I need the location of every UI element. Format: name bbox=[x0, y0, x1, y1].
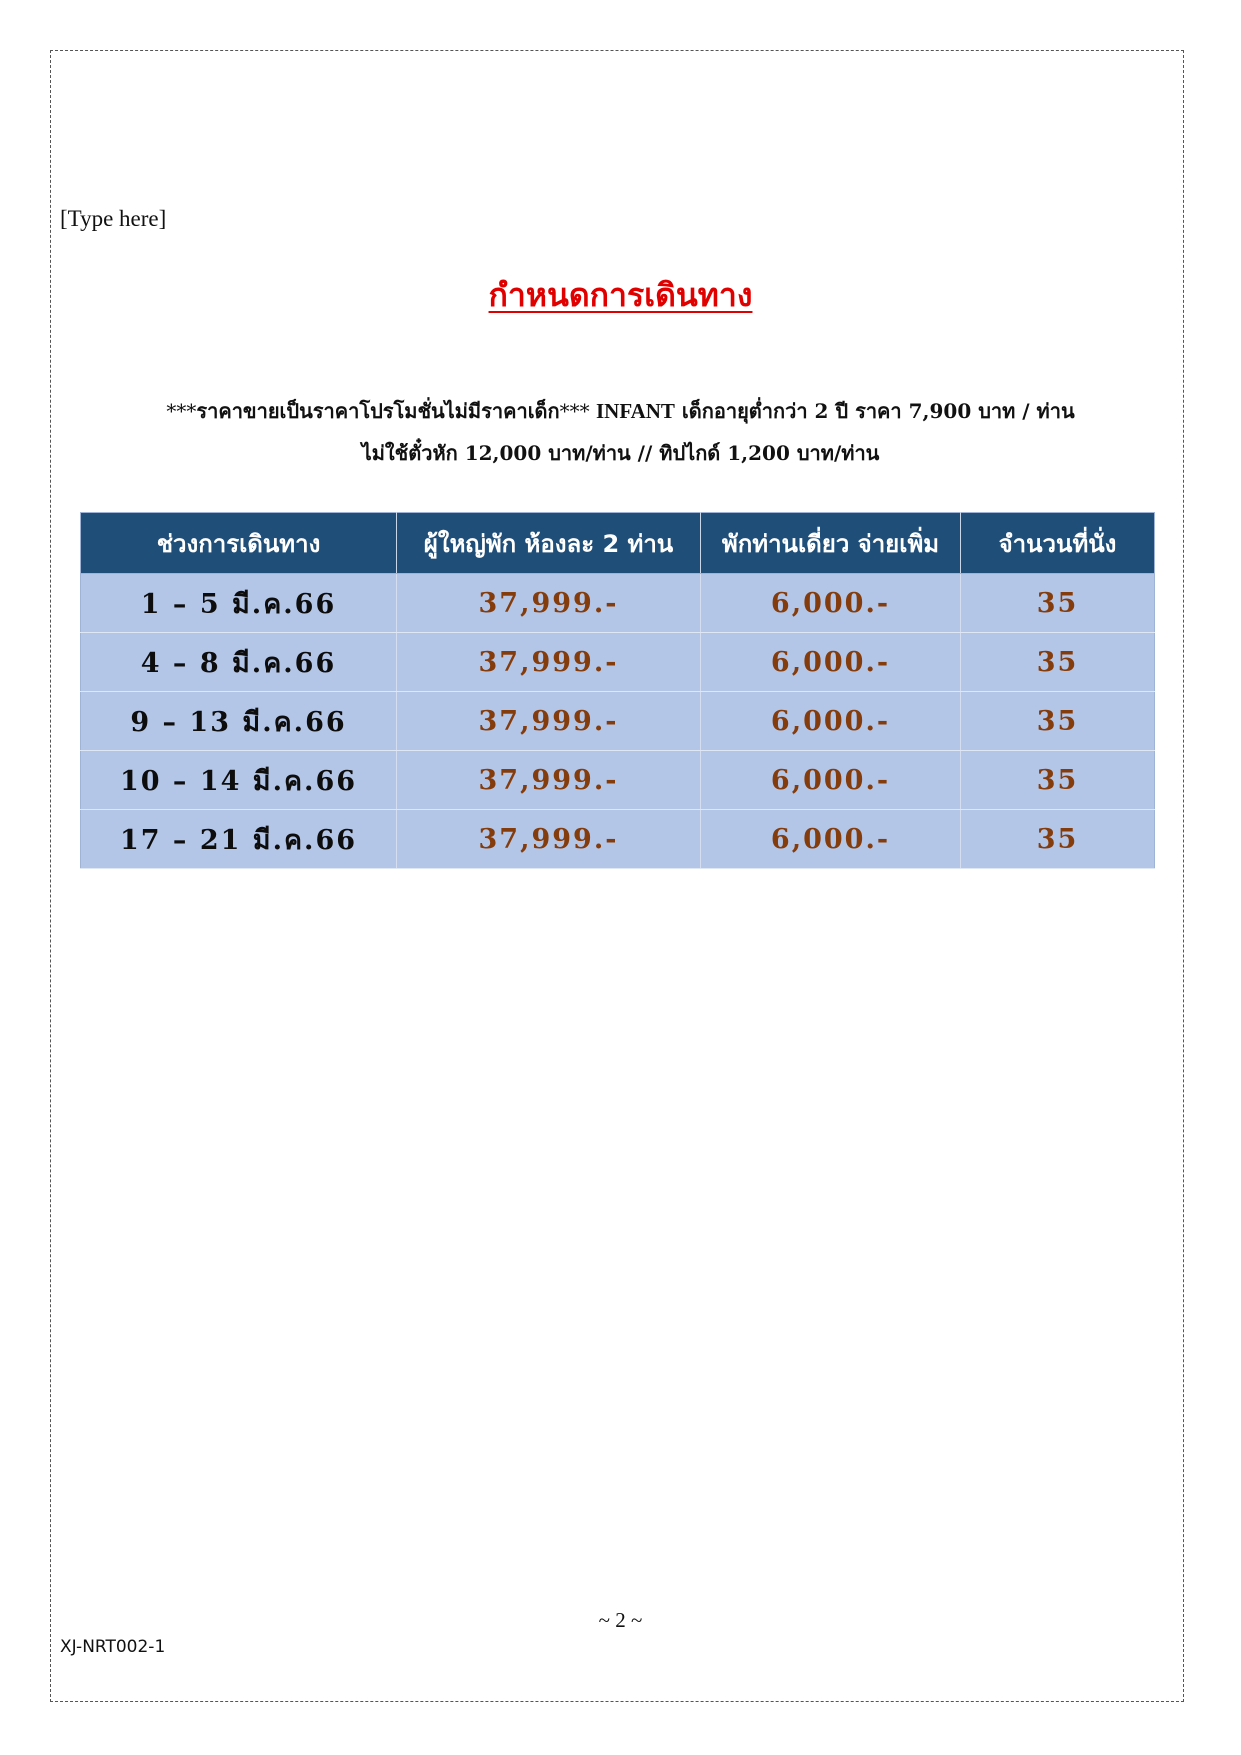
seats-cell: 35 bbox=[961, 810, 1155, 869]
header-seats: จำนวนที่นั่ง bbox=[961, 513, 1155, 574]
period-cell: 17 – 21 มี.ค.66 bbox=[81, 810, 397, 869]
table-row bbox=[81, 633, 1155, 692]
period-cell: 9 – 13 มี.ค.66 bbox=[81, 692, 397, 751]
single-supplement-cell: 6,000.- bbox=[701, 751, 961, 810]
adult-price-cell: 37,999.- bbox=[397, 692, 701, 751]
table-header-row bbox=[81, 513, 1155, 574]
period-cell: 4 – 8 มี.ค.66 bbox=[81, 633, 397, 692]
table-row bbox=[81, 692, 1155, 751]
adult-price-cell: 37,999.- bbox=[397, 633, 701, 692]
single-supplement-cell: 6,000.- bbox=[701, 810, 961, 869]
header-period: ช่วงการเดินทาง bbox=[81, 513, 397, 574]
page-title: กำหนดการเดินทาง bbox=[488, 276, 753, 314]
adult-price-cell: 37,999.- bbox=[397, 574, 701, 633]
seats-cell: 35 bbox=[961, 692, 1155, 751]
adult-price-cell: 37,999.- bbox=[397, 810, 701, 869]
period-cell: 1 – 5 มี.ค.66 bbox=[81, 574, 397, 633]
table-row bbox=[81, 810, 1155, 869]
page-number: ~ 2 ~ bbox=[598, 1608, 643, 1632]
table-row bbox=[81, 574, 1155, 633]
stars-open: *** bbox=[166, 399, 197, 423]
single-supplement-cell: 6,000.- bbox=[701, 574, 961, 633]
header-adult-price: ผู้ใหญ่พัก ห้องละ 2 ท่าน bbox=[397, 513, 701, 574]
stars-close: *** bbox=[559, 399, 596, 423]
single-supplement-cell: 6,000.- bbox=[701, 692, 961, 751]
travel-schedule-table bbox=[80, 512, 1155, 869]
seats-cell: 35 bbox=[961, 633, 1155, 692]
single-supplement-cell: 6,000.- bbox=[701, 633, 961, 692]
adult-price-cell: 37,999.- bbox=[397, 751, 701, 810]
header-single-supplement: พักท่านเดี่ยว จ่ายเพิ่ม bbox=[701, 513, 961, 574]
period-cell: 10 – 14 มี.ค.66 bbox=[81, 751, 397, 810]
seats-cell: 35 bbox=[961, 751, 1155, 810]
document-code: XJ-NRT002-1 bbox=[60, 1637, 166, 1657]
promo-note-line-1 bbox=[0, 395, 1241, 427]
promo-text: ราคาขายเป็นราคาโปรโมชั่นไม่มีราคาเด็ก bbox=[196, 399, 560, 423]
promo-note-line-2: ไม่ใช้ตั๋วหัก 12,000 บาท/ท่าน // ทิปไกด์ 1,200 บาท/ท่าน bbox=[361, 441, 880, 465]
infant-price-text: เด็กอายุต่ำกว่า 2 ปี ราคา 7,900 บาท / ท่าน bbox=[674, 399, 1075, 423]
infant-label: INFANT bbox=[595, 399, 675, 423]
table-row bbox=[81, 751, 1155, 810]
seats-cell: 35 bbox=[961, 574, 1155, 633]
header-placeholder: [Type here] bbox=[60, 206, 167, 231]
